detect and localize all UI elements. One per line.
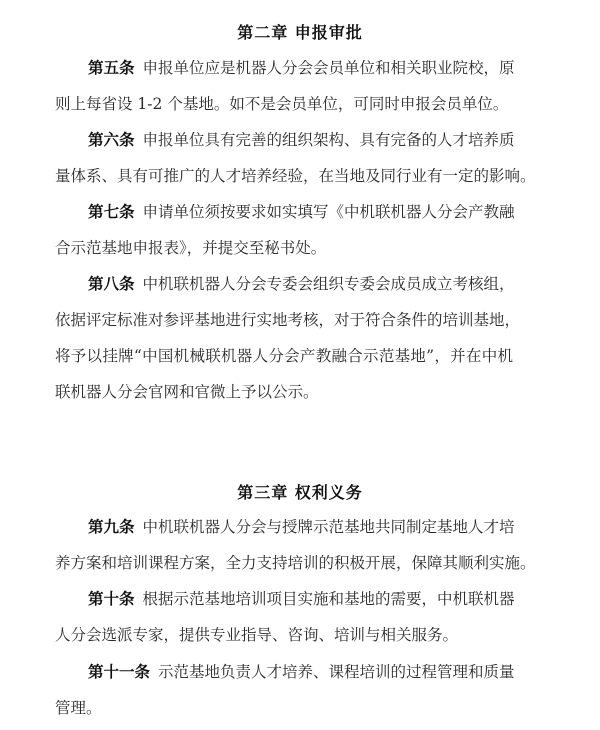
article-label: 第十条 <box>88 590 135 608</box>
article-label: 第十一条 <box>88 663 151 681</box>
article-label: 第五条 <box>88 59 135 77</box>
article-label: 第九条 <box>88 518 135 536</box>
article-label: 第七条 <box>88 203 135 221</box>
article-label: 第六条 <box>88 131 135 149</box>
article-label: 第八条 <box>88 275 135 293</box>
chapter-heading: 第三章 权利义务 <box>237 483 363 502</box>
chapter-heading: 第二章 申报审批 <box>237 23 363 42</box>
